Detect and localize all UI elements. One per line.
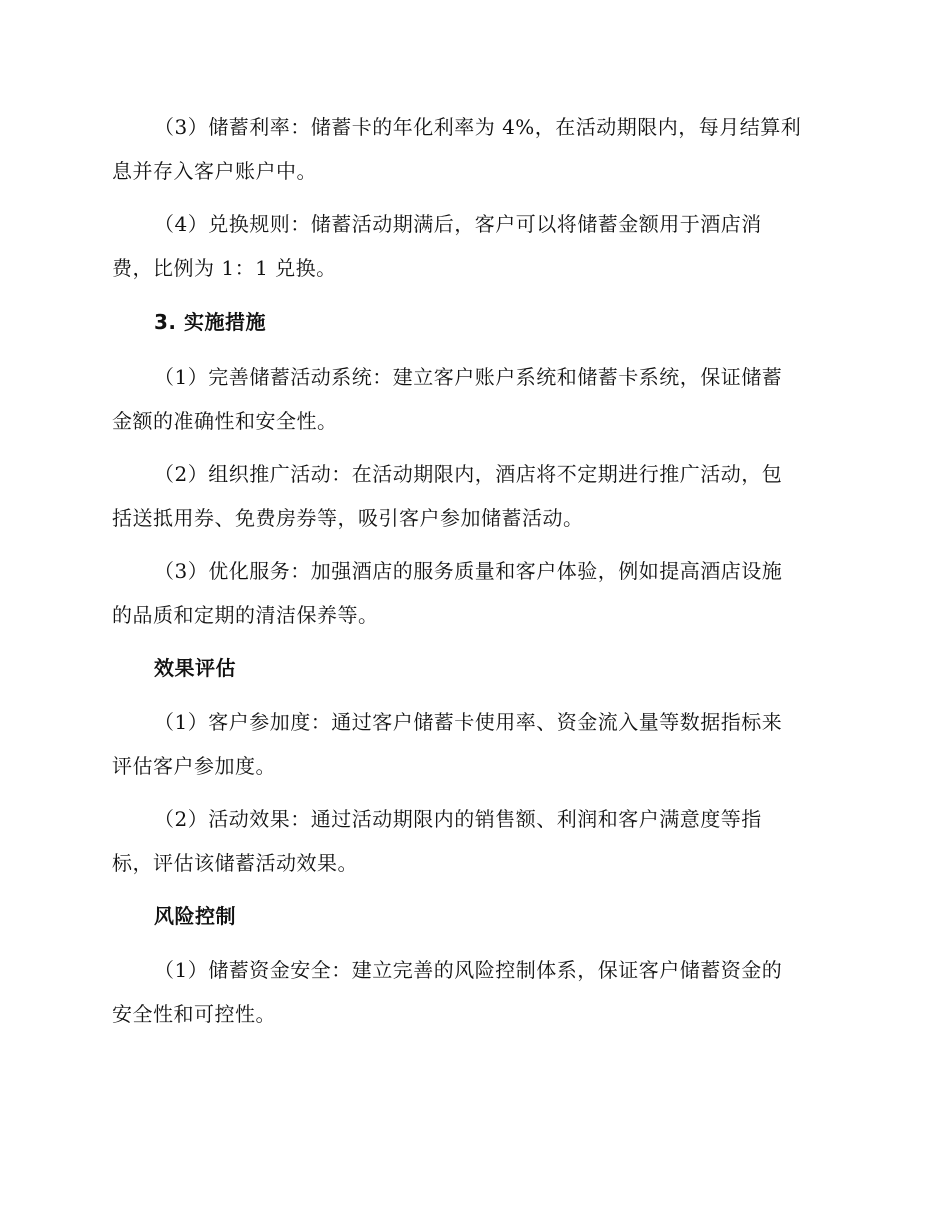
paragraph-line: 括送抵用券、免费房券等，吸引客户参加储蓄活动。 (112, 506, 584, 530)
paragraph-activity-effect (112, 797, 836, 885)
paragraph-line: 息并存入客户账户中。 (112, 159, 317, 183)
paragraph-line: （3）储蓄利率：储蓄卡的年化利率为 4%，在活动期限内，每月结算利 (154, 115, 802, 139)
paragraph-line: 金额的准确性和安全性。 (112, 409, 338, 433)
paragraph-line: 的品质和定期的清洁保养等。 (112, 603, 379, 627)
paragraph-line: （1）完善储蓄活动系统：建立客户账户系统和储蓄卡系统，保证储蓄 (154, 365, 783, 389)
paragraph-line: （1）客户参加度：通过客户储蓄卡使用率、资金流入量等数据指标来 (154, 710, 783, 734)
section-heading-implementation: 3. 实施措施 (154, 310, 266, 334)
paragraph-savings-rate (112, 105, 836, 193)
paragraph-fund-safety (112, 948, 836, 1036)
paragraph-line: 费，比例为 1：1 兑换。 (112, 256, 337, 280)
section-heading-risk-control: 风险控制 (154, 904, 236, 928)
paragraph-line: （2）组织推广活动：在活动期限内，酒店将不定期进行推广活动，包 (154, 462, 783, 486)
paragraph-line: （3）优化服务：加强酒店的服务质量和客户体验，例如提高酒店设施 (154, 559, 783, 583)
paragraph-line: （4）兑换规则：储蓄活动期满后，客户可以将储蓄金额用于酒店消 (154, 212, 762, 236)
paragraph-participation (112, 700, 836, 788)
paragraph-line: 评估客户参加度。 (112, 754, 276, 778)
paragraph-line: 标，评估该储蓄活动效果。 (112, 851, 358, 875)
paragraph-line: （2）活动效果：通过活动期限内的销售额、利润和客户满意度等指 (154, 807, 762, 831)
paragraph-exchange-rule (112, 202, 836, 290)
paragraph-optimize-service (112, 549, 836, 637)
paragraph-line: （1）储蓄资金安全：建立完善的风险控制体系，保证客户储蓄资金的 (154, 958, 783, 982)
paragraph-line: 安全性和可控性。 (112, 1002, 276, 1026)
paragraph-improve-system (112, 355, 836, 443)
paragraph-promotion (112, 452, 836, 540)
section-heading-evaluation: 效果评估 (154, 656, 236, 680)
